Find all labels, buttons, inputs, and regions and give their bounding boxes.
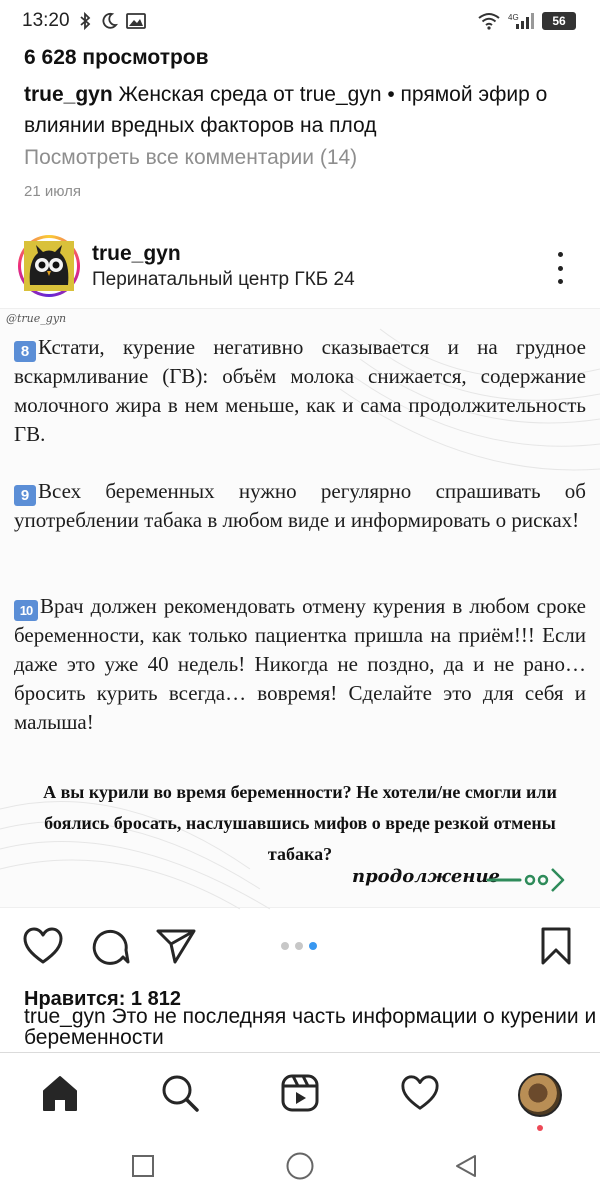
nav-search[interactable] bbox=[158, 1073, 202, 1117]
comment-button[interactable] bbox=[89, 926, 131, 971]
heart-icon bbox=[400, 1073, 440, 1118]
home-icon bbox=[40, 1073, 80, 1118]
question-text: А вы курили во время беременности? Не хотели/не смогли или боялись бросать, наслушавшись мифов о вреде резкой отмены табака? bbox=[43, 782, 557, 864]
continue-label: продолжение bbox=[352, 866, 500, 887]
carousel-dot bbox=[281, 942, 289, 950]
square-icon bbox=[131, 1154, 155, 1183]
back-button[interactable] bbox=[448, 1150, 484, 1186]
carousel-dot bbox=[295, 942, 303, 950]
carousel-indicator bbox=[281, 942, 317, 950]
post-username[interactable]: true_gyn bbox=[92, 242, 181, 265]
action-bar bbox=[0, 918, 600, 976]
bottom-navigation bbox=[0, 1052, 600, 1136]
post-image[interactable] bbox=[0, 308, 600, 908]
watermark: @true_gyn bbox=[6, 312, 67, 325]
more-options-button[interactable] bbox=[546, 248, 574, 288]
number-8-badge: 8 bbox=[14, 341, 36, 362]
circle-icon bbox=[285, 1151, 315, 1186]
heart-icon bbox=[22, 953, 64, 970]
like-button[interactable] bbox=[22, 926, 64, 971]
bluetooth-icon bbox=[78, 12, 92, 30]
nav-activity[interactable] bbox=[398, 1073, 442, 1117]
recents-button[interactable] bbox=[125, 1150, 161, 1186]
image-notification-icon bbox=[126, 12, 146, 30]
reels-icon bbox=[280, 1073, 320, 1118]
share-button[interactable] bbox=[155, 926, 197, 971]
more-dot bbox=[558, 279, 563, 284]
likes-count[interactable]: Нравится: 1 812 bbox=[24, 988, 181, 1010]
android-navigation-bar bbox=[0, 1136, 600, 1199]
number-10-badge: 10 bbox=[14, 600, 38, 621]
nav-profile[interactable] bbox=[518, 1073, 562, 1117]
save-button[interactable] bbox=[538, 926, 574, 971]
owl-avatar-image bbox=[24, 241, 74, 291]
wifi-icon bbox=[478, 12, 500, 30]
triangle-back-icon bbox=[453, 1153, 479, 1184]
number-9-badge: 9 bbox=[14, 485, 36, 506]
profile-avatar bbox=[518, 1073, 562, 1117]
battery-indicator: 56 bbox=[542, 12, 576, 30]
home-system-button[interactable] bbox=[282, 1150, 318, 1186]
more-dot bbox=[558, 252, 563, 257]
search-icon bbox=[160, 1073, 200, 1118]
svg-text:4G: 4G bbox=[508, 13, 519, 22]
caption-username[interactable]: true_gyn bbox=[24, 83, 113, 106]
moon-icon bbox=[100, 12, 118, 30]
previous-post-caption bbox=[24, 79, 584, 141]
story-avatar[interactable] bbox=[18, 235, 80, 297]
notification-dot bbox=[537, 1125, 543, 1131]
nav-reels[interactable] bbox=[278, 1073, 322, 1117]
caption-cut-off bbox=[24, 1005, 600, 1049]
view-all-comments-link[interactable]: Посмотреть все комментарии (14) bbox=[24, 146, 358, 169]
nav-home[interactable] bbox=[38, 1073, 82, 1117]
bookmark-icon bbox=[538, 953, 574, 970]
caption-cut-text: true_gyn Это не последняя часть информации о курении и беременности bbox=[24, 1005, 597, 1049]
paragraph-8 bbox=[14, 333, 586, 449]
paragraph-text: Врач должен рекомендовать отмену курения в любом сроке беременности, как только пациентка пришла на приём!!! Если даже это уже 40 недель! Никогда не поздно, да и не рано… бросить курить всегда… вовремя! Сделайте это для себя и малыша! bbox=[14, 594, 586, 734]
previous-post-date: 21 июля bbox=[24, 183, 82, 200]
comment-icon bbox=[89, 953, 131, 970]
continue-arrow-icon bbox=[486, 865, 566, 900]
status-time: 13:20 bbox=[22, 10, 70, 31]
post-header bbox=[0, 228, 600, 306]
send-icon bbox=[155, 953, 197, 970]
post-location[interactable]: Перинатальный центр ГКБ 24 bbox=[92, 269, 355, 290]
paragraph-text: Кстати, курение негативно сказывается и на грудное вскармливание (ГВ): объём молока снижается, содержание молочного жира в нем меньше, как и сама продолжительность ГВ. bbox=[14, 335, 586, 446]
carousel-dot-active bbox=[309, 942, 317, 950]
cellular-signal-icon bbox=[508, 12, 534, 30]
more-dot bbox=[558, 266, 563, 271]
paragraph-9 bbox=[14, 477, 586, 535]
previous-post-views: 6 628 просмотров bbox=[24, 46, 209, 69]
paragraph-10 bbox=[14, 592, 586, 737]
paragraph-text: Всех беременных нужно регулярно спрашивать об употреблении табака в любом виде и информировать о рисках! bbox=[14, 479, 586, 532]
caption-text: Женская среда от true_gyn • прямой эфир о влиянии вредных факторов на плод bbox=[24, 83, 548, 137]
status-bar bbox=[0, 0, 600, 42]
